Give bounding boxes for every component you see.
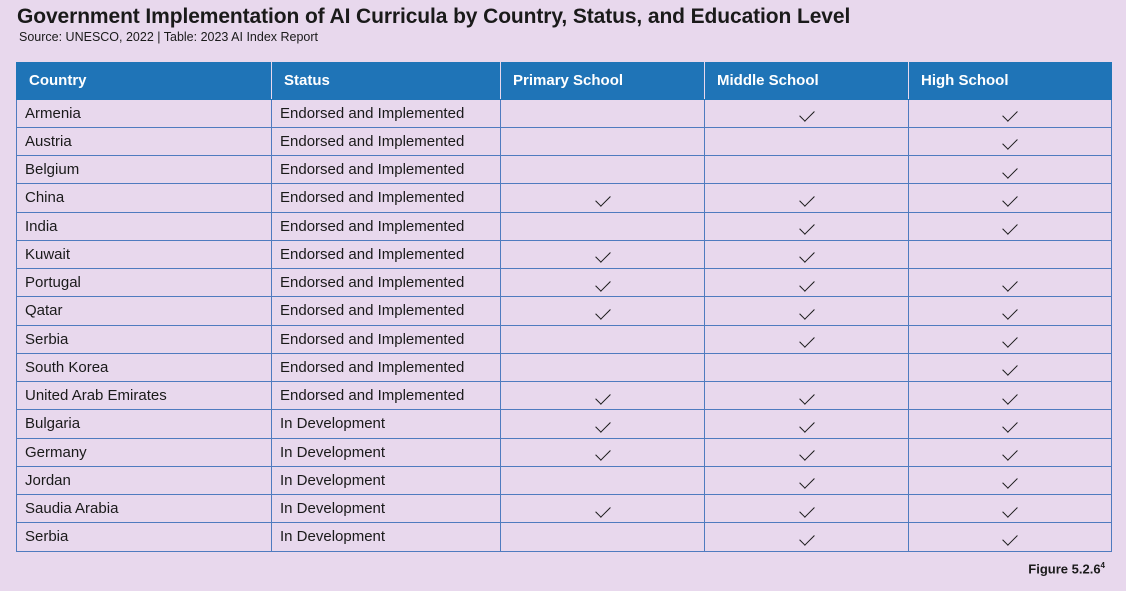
check-icon xyxy=(595,248,611,264)
cell-country: Jordan xyxy=(17,466,272,494)
check-icon xyxy=(799,219,815,235)
cell-country: Serbia xyxy=(17,523,272,551)
cell-country: Armenia xyxy=(17,99,272,127)
cell-high-school xyxy=(909,438,1112,466)
cell-middle-school xyxy=(705,495,909,523)
cell-high-school xyxy=(909,99,1112,127)
cell-status: In Development xyxy=(272,466,501,494)
chart-subtitle: Source: UNESCO, 2022 | Table: 2023 AI Index Report xyxy=(19,30,319,44)
check-icon xyxy=(595,445,611,461)
cell-status: Endorsed and Implemented xyxy=(272,127,501,155)
column-header-high-school: High School xyxy=(909,62,1112,99)
curricula-table xyxy=(16,62,1112,552)
column-header-primary-school: Primary School xyxy=(501,62,705,99)
table-row xyxy=(17,156,1112,184)
table-row xyxy=(17,269,1112,297)
cell-country: Saudia Arabia xyxy=(17,495,272,523)
chart-title: Government Implementation of AI Curricula by Country, Status, and Education Level xyxy=(17,5,851,28)
cell-country: Belgium xyxy=(17,156,272,184)
cell-country: Portugal xyxy=(17,269,272,297)
cell-country: South Korea xyxy=(17,353,272,381)
table-header-row xyxy=(17,62,1112,99)
table-row xyxy=(17,297,1112,325)
cell-primary-school xyxy=(501,269,705,297)
table-row xyxy=(17,212,1112,240)
cell-primary-school xyxy=(501,156,705,184)
column-header-middle-school: Middle School xyxy=(705,62,909,99)
table-row xyxy=(17,325,1112,353)
cell-high-school xyxy=(909,184,1112,212)
cell-country: Austria xyxy=(17,127,272,155)
cell-middle-school xyxy=(705,99,909,127)
check-icon xyxy=(799,389,815,405)
check-icon xyxy=(1002,361,1018,377)
table-row xyxy=(17,127,1112,155)
cell-high-school xyxy=(909,495,1112,523)
figure-number: Figure 5.2.6 xyxy=(1028,561,1101,577)
cell-high-school xyxy=(909,353,1112,381)
cell-middle-school xyxy=(705,523,909,551)
check-icon xyxy=(1002,502,1018,518)
check-icon xyxy=(799,106,815,122)
check-icon xyxy=(1002,163,1018,179)
cell-country: Serbia xyxy=(17,325,272,353)
table-row xyxy=(17,410,1112,438)
cell-middle-school xyxy=(705,410,909,438)
cell-high-school xyxy=(909,156,1112,184)
check-icon xyxy=(799,332,815,348)
cell-country: India xyxy=(17,212,272,240)
cell-status: Endorsed and Implemented xyxy=(272,353,501,381)
cell-high-school xyxy=(909,127,1112,155)
cell-primary-school xyxy=(501,127,705,155)
cell-primary-school xyxy=(501,212,705,240)
cell-middle-school xyxy=(705,269,909,297)
table-row xyxy=(17,438,1112,466)
cell-country: Germany xyxy=(17,438,272,466)
check-icon xyxy=(1002,191,1018,207)
cell-status: Endorsed and Implemented xyxy=(272,325,501,353)
cell-status: Endorsed and Implemented xyxy=(272,212,501,240)
cell-high-school xyxy=(909,466,1112,494)
check-icon xyxy=(1002,389,1018,405)
cell-status: In Development xyxy=(272,438,501,466)
figure-label xyxy=(1028,561,1105,576)
cell-middle-school xyxy=(705,240,909,268)
cell-status: In Development xyxy=(272,410,501,438)
check-icon xyxy=(1002,106,1018,122)
check-icon xyxy=(799,276,815,292)
cell-country: United Arab Emirates xyxy=(17,382,272,410)
cell-high-school xyxy=(909,523,1112,551)
cell-middle-school xyxy=(705,127,909,155)
cell-middle-school xyxy=(705,325,909,353)
cell-middle-school xyxy=(705,297,909,325)
check-icon xyxy=(595,502,611,518)
check-icon xyxy=(595,191,611,207)
cell-primary-school xyxy=(501,523,705,551)
check-icon xyxy=(799,445,815,461)
check-icon xyxy=(1002,276,1018,292)
cell-country: Kuwait xyxy=(17,240,272,268)
check-icon xyxy=(799,248,815,264)
cell-primary-school xyxy=(501,382,705,410)
check-icon xyxy=(1002,304,1018,320)
check-icon xyxy=(799,304,815,320)
cell-middle-school xyxy=(705,438,909,466)
cell-primary-school xyxy=(501,297,705,325)
check-icon xyxy=(1002,474,1018,490)
check-icon xyxy=(1002,417,1018,433)
table-row xyxy=(17,466,1112,494)
check-icon xyxy=(799,502,815,518)
cell-country: China xyxy=(17,184,272,212)
cell-high-school xyxy=(909,212,1112,240)
cell-middle-school xyxy=(705,382,909,410)
cell-primary-school xyxy=(501,438,705,466)
cell-middle-school xyxy=(705,212,909,240)
cell-status: Endorsed and Implemented xyxy=(272,240,501,268)
cell-high-school xyxy=(909,325,1112,353)
cell-primary-school xyxy=(501,353,705,381)
check-icon xyxy=(595,304,611,320)
cell-primary-school xyxy=(501,325,705,353)
cell-high-school xyxy=(909,240,1112,268)
table-row xyxy=(17,184,1112,212)
check-icon xyxy=(1002,135,1018,151)
check-icon xyxy=(1002,530,1018,546)
table-row xyxy=(17,240,1112,268)
cell-middle-school xyxy=(705,156,909,184)
check-icon xyxy=(1002,332,1018,348)
cell-country: Qatar xyxy=(17,297,272,325)
cell-primary-school xyxy=(501,466,705,494)
cell-middle-school xyxy=(705,466,909,494)
table-body xyxy=(17,99,1112,551)
cell-status: Endorsed and Implemented xyxy=(272,184,501,212)
cell-country: Bulgaria xyxy=(17,410,272,438)
column-header-country: Country xyxy=(17,62,272,99)
column-header-status: Status xyxy=(272,62,501,99)
check-icon xyxy=(799,191,815,207)
cell-primary-school xyxy=(501,99,705,127)
table-row xyxy=(17,382,1112,410)
table-row xyxy=(17,353,1112,381)
table-row xyxy=(17,523,1112,551)
check-icon xyxy=(595,417,611,433)
cell-middle-school xyxy=(705,353,909,381)
check-icon xyxy=(799,530,815,546)
cell-status: Endorsed and Implemented xyxy=(272,99,501,127)
cell-status: In Development xyxy=(272,495,501,523)
cell-high-school xyxy=(909,410,1112,438)
table-row xyxy=(17,495,1112,523)
cell-primary-school xyxy=(501,410,705,438)
cell-status: In Development xyxy=(272,523,501,551)
table-row xyxy=(17,99,1112,127)
check-icon xyxy=(1002,219,1018,235)
cell-status: Endorsed and Implemented xyxy=(272,382,501,410)
cell-status: Endorsed and Implemented xyxy=(272,156,501,184)
cell-primary-school xyxy=(501,184,705,212)
check-icon xyxy=(595,276,611,292)
cell-high-school xyxy=(909,269,1112,297)
cell-primary-school xyxy=(501,240,705,268)
cell-primary-school xyxy=(501,495,705,523)
check-icon xyxy=(1002,445,1018,461)
cell-status: Endorsed and Implemented xyxy=(272,269,501,297)
check-icon xyxy=(799,417,815,433)
cell-middle-school xyxy=(705,184,909,212)
cell-high-school xyxy=(909,382,1112,410)
check-icon xyxy=(799,474,815,490)
cell-high-school xyxy=(909,297,1112,325)
figure-footnote: 4 xyxy=(1100,561,1105,570)
cell-status: Endorsed and Implemented xyxy=(272,297,501,325)
check-icon xyxy=(595,389,611,405)
